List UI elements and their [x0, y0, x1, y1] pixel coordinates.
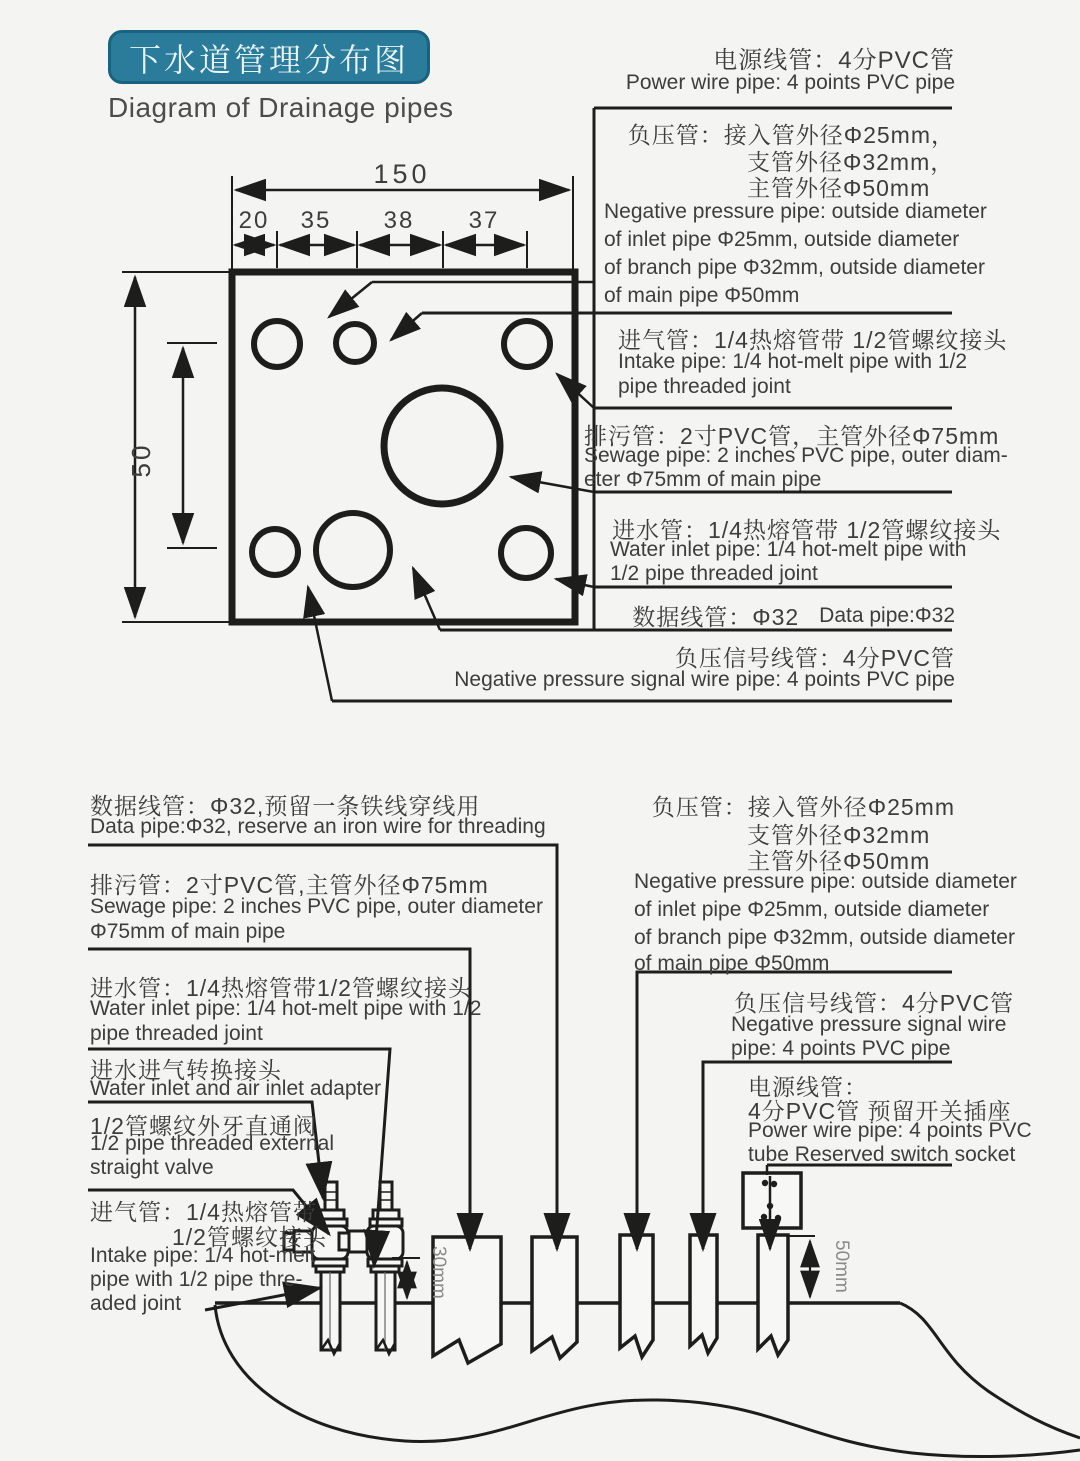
annotation-bl-data-en: Data pipe:Φ32, reserve an iron wire for threading — [90, 815, 546, 838]
annotation-intake-cn: 进气管：1/4热熔管带 1/2管螺纹接头 — [618, 327, 1008, 353]
annotation-bl-intake-cn2: 1/2管螺纹接头 — [172, 1224, 327, 1250]
valve1-stem — [325, 1182, 337, 1210]
annotation-br-power-cn2: 4分PVC管 预留开关插座 — [748, 1098, 1012, 1124]
annotation-negpressure-cn2: 支管外径Φ32mm， — [747, 149, 955, 175]
annotation-sewage-cn: 排污管：2寸PVC管，主管外径Φ75mm — [584, 423, 1000, 449]
page-title-badge: 下水道管理分布图 — [108, 30, 430, 84]
annotation-intake-en2: pipe threaded joint — [618, 375, 791, 398]
annotation-negpressure-en1: Negative pressure pipe: outside diameter — [604, 200, 987, 223]
valve2-stem — [380, 1182, 392, 1210]
dim-50-label: 50 — [126, 442, 156, 478]
annotation-datapipe-row — [632, 599, 955, 632]
annotation-power-wire-en: Power wire pipe: 4 points PVC pipe — [625, 71, 955, 94]
hole-sewage — [384, 388, 500, 504]
leader-negpressure-arrow — [391, 313, 422, 340]
annotation-power-wire-cn: 电源线管：4分PVC管 — [713, 47, 955, 74]
pipe-negative-pressure — [620, 1235, 653, 1357]
valve2-side-port — [349, 1231, 367, 1252]
hole-water-inlet — [501, 528, 551, 578]
annotation-sewage-en1: Sewage pipe: 2 inches PVC pipe, outer diam- — [584, 444, 1008, 467]
hole-negative-pressure — [336, 324, 374, 362]
valve2-coupling-b — [371, 1266, 399, 1272]
annotation-br-negpressure-en2: of inlet pipe Φ25mm, outside diameter — [634, 898, 990, 921]
annotation-valve-cn: 1/2管螺纹外牙直通阀 — [90, 1113, 317, 1139]
ground-curve-right — [900, 1303, 1080, 1438]
annotation-bl-sewage-en1: Sewage pipe: 2 inches PVC pipe, outer diameter — [90, 895, 543, 918]
annotation-br-negpressure-cn1: 负压管：接入管外径Φ25mm — [651, 794, 955, 820]
annotation-negpressure-cn3: 主管外径Φ50mm — [747, 175, 931, 201]
annotation-datapipe-cn: 数据线管：Φ32 — [632, 604, 800, 630]
annotation-bl-waterinlet-en1: Water inlet pipe: 1/4 hot-melt pipe with 1/2 — [90, 997, 482, 1020]
annotation-bl-intake-en1: Intake pipe: 1/4 hot-melt — [90, 1244, 316, 1267]
dim-150-label: 150 — [373, 159, 431, 189]
dim-38-label: 38 — [383, 207, 415, 234]
hole-intake — [504, 321, 550, 367]
annotation-negpressure-en2: of inlet pipe Φ25mm, outside diameter — [604, 228, 960, 251]
annotation-br-power-en2: tube Reserved switch socket — [748, 1143, 1016, 1166]
dim-20-label: 20 — [238, 207, 270, 234]
annotation-br-signal-en1: Negative pressure signal wire — [731, 1013, 1007, 1036]
annotation-br-signal-cn: 负压信号线管：4分PVC管 — [734, 990, 1015, 1016]
annotation-br-negpressure-cn2: 支管外径Φ32mm — [747, 822, 931, 848]
annotation-bl-sewage-cn: 排污管：2寸PVC管,主管外径Φ75mm — [90, 872, 489, 898]
annotation-negpressure-en4: of main pipe Φ50mm — [604, 284, 800, 307]
hole-signal-wire — [252, 529, 298, 575]
annotation-bl-intake-en2: pipe with 1/2 pipe thre- — [90, 1268, 303, 1291]
annotation-br-power-en1: Power wire pipe: 4 points PVC — [748, 1119, 1032, 1142]
annotation-waterinlet-cn: 进水管：1/4热熔管带 1/2管螺纹接头 — [612, 517, 1002, 543]
dim-35-label: 35 — [300, 207, 332, 234]
annotation-br-signal-en2: pipe: 4 points PVC pipe — [731, 1037, 951, 1060]
annotation-waterinlet-en2: 1/2 pipe threaded joint — [610, 562, 818, 585]
annotation-br-negpressure-en1: Negative pressure pipe: outside diameter — [634, 870, 1017, 893]
annotation-datapipe-en: Data pipe:Φ32 — [819, 603, 955, 627]
dim-37-label: 37 — [468, 207, 500, 234]
annotation-signal-en: Negative pressure signal wire pipe: 4 points PVC pipe — [454, 668, 955, 691]
annotation-waterinlet-en1: Water inlet pipe: 1/4 hot-melt pipe with — [610, 538, 967, 561]
annotation-bl-data-cn: 数据线管：Φ32,预留一条铁线穿线用 — [90, 793, 481, 819]
hole-power-wire — [254, 321, 300, 367]
switch-socket-box — [743, 1173, 801, 1228]
annotation-bl-waterinlet-en2: pipe threaded joint — [90, 1022, 263, 1045]
annotation-br-negpressure-en4: of main pipe Φ50mm — [634, 952, 830, 975]
pipe-data — [532, 1237, 577, 1358]
leader-power-arrow — [329, 282, 372, 317]
annotation-bl-intake-en3: aded joint — [90, 1292, 182, 1315]
valve1-coupling-b — [316, 1266, 344, 1272]
leader-sewage-arrow — [511, 477, 594, 492]
annotation-bl-sewage-en2: Φ75mm of main pipe — [90, 920, 286, 943]
dim-50mm-label: 50mm — [831, 1240, 852, 1293]
annotation-negpressure-cn1: 负压管：接入管外径Φ25mm， — [627, 122, 955, 148]
page-subtitle: Diagram of Drainage pipes — [108, 92, 454, 123]
hole-data-pipe — [316, 513, 390, 587]
annotation-adapter-cn: 进水进气转换接头 — [90, 1057, 282, 1083]
valve2-port-cap — [339, 1233, 349, 1250]
leader-signal-arrow — [308, 587, 332, 701]
annotation-adapter-en: Water inlet and air inlet adapter — [90, 1077, 382, 1100]
annotation-intake-en1: Intake pipe: 1/4 hot-melt pipe with 1/2 — [618, 350, 968, 373]
annotation-negpressure-en3: of branch pipe Φ32mm, outside diameter — [604, 256, 985, 279]
valve2-body — [367, 1226, 403, 1259]
annotation-bl-intake-cn1: 进气管：1/4热熔管带 — [90, 1199, 317, 1225]
valve-assembly-water-inlet — [339, 1182, 403, 1354]
annotation-br-negpressure-cn3: 主管外径Φ50mm — [747, 848, 931, 874]
annotation-br-power-cn1: 电源线管： — [748, 1074, 868, 1100]
annotation-valve-en2: straight valve — [90, 1156, 214, 1179]
pipe-power-wire — [758, 1235, 788, 1355]
annotation-sewage-en2: eter Φ75mm of main pipe — [584, 468, 822, 491]
annotation-bl-waterinlet-cn: 进水管：1/4热熔管带1/2管螺纹接头 — [90, 975, 472, 1001]
dim-30mm-label: 30mm — [428, 1246, 449, 1299]
annotation-signal-cn: 负压信号线管：4分PVC管 — [674, 645, 955, 671]
annotation-valve-en1: 1/2 pipe threaded external — [90, 1132, 335, 1155]
pipe-signal-wire — [690, 1235, 717, 1353]
annotation-br-negpressure-en3: of branch pipe Φ32mm, outside diameter — [634, 926, 1015, 949]
